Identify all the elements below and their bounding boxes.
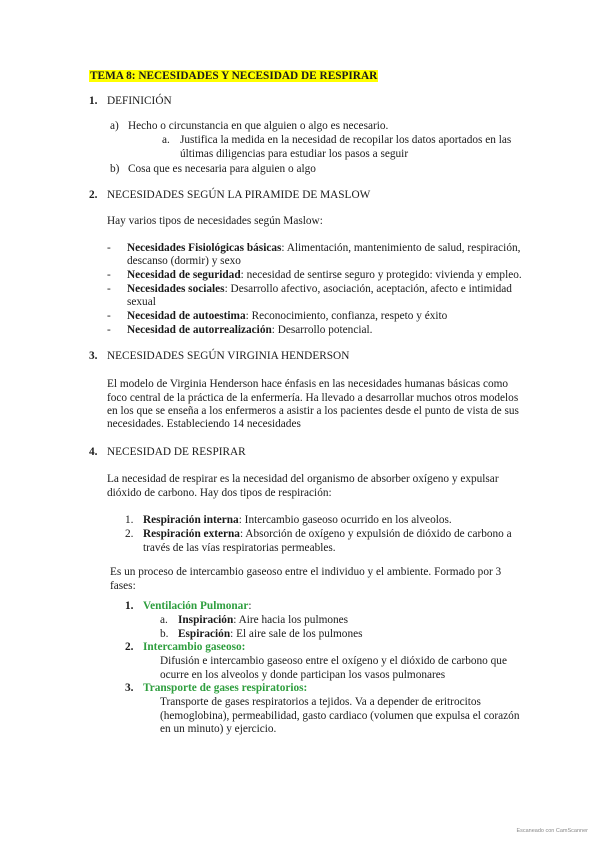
phase-1-heading: Ventilación Pulmonar: xyxy=(143,600,252,612)
list-dash: - xyxy=(107,269,111,281)
list-dash: - xyxy=(107,242,111,254)
henderson-line-1: El modelo de Virginia Henderson hace énfasis en las necesidades humanas básicas como xyxy=(107,378,509,390)
section-1-number: 1. xyxy=(89,95,98,107)
maslow-item: Necesidad de seguridad: necesidad de sentirse seguro y protegido: vivienda y empleo. xyxy=(127,269,522,281)
page-title xyxy=(89,70,378,83)
list-dash: - xyxy=(107,310,111,322)
resp-type-1: Respiración interna: Intercambio gaseoso ocurrido en los alveolos. xyxy=(143,514,452,526)
process-line-2: fases: xyxy=(110,580,136,592)
section-1-heading: DEFINICIÓN xyxy=(107,95,172,107)
phase-1b-marker: b. xyxy=(160,628,169,640)
scanner-watermark: Escaneado con CamScanner xyxy=(516,828,588,834)
resp-type-2-marker: 2. xyxy=(125,528,134,540)
section-4-heading: NECESIDAD DE RESPIRAR xyxy=(107,446,246,458)
phase-1b: Espiración: El aire sale de los pulmones xyxy=(178,628,363,640)
maslow-item: Necesidad de autoestima: Reconocimiento, confianza, respeto y éxito xyxy=(127,310,448,322)
henderson-line-2: foco central de la práctica de la enfermería. Ha llevado a desarrollar muchos otros modelos xyxy=(107,392,519,404)
phase-1a-marker: a. xyxy=(160,614,168,626)
def-a-marker: a) xyxy=(110,120,119,132)
list-dash: - xyxy=(107,324,111,336)
phase-2-line-1: Difusión e intercambio gaseoso entre el oxígeno y el dióxido de carbono que xyxy=(160,655,507,667)
henderson-line-4: necesidades. Estableciendo 14 necesidades xyxy=(107,418,301,430)
phase-1-marker: 1. xyxy=(125,600,134,612)
section-2-heading: NECESIDADES SEGÚN LA PIRAMIDE DE MASLOW xyxy=(107,189,371,201)
respirar-intro-line-2: dióxido de carbono. Hay dos tipos de respiración: xyxy=(107,487,332,499)
def-a-text: Hecho o circunstancia en que alguien o algo es necesario. xyxy=(128,120,389,132)
def-b-text: Cosa que es necesaria para alguien o algo xyxy=(128,163,316,175)
section-2-intro: Hay varios tipos de necesidades según Maslow: xyxy=(107,215,323,227)
list-dash: - xyxy=(107,283,111,295)
maslow-item-continuation: sexual xyxy=(127,296,156,308)
henderson-line-3: en los que se enseña a los enfermeros a asistir a los pacientes desde el punto de vista de sus xyxy=(107,405,519,417)
def-b-marker: b) xyxy=(110,163,120,175)
phase-3-marker: 3. xyxy=(125,682,134,694)
maslow-item: Necesidades Fisiológicas básicas: Alimentación, mantenimiento de salud, respiración, xyxy=(127,242,521,254)
maslow-item: Necesidad de autorrealización: Desarrollo potencial. xyxy=(127,324,373,336)
def-a1-marker: a. xyxy=(162,134,170,146)
resp-type-2-continuation: través de las vías respiratorias permeables. xyxy=(143,542,336,554)
section-3-heading: NECESIDADES SEGÚN VIRGINIA HENDERSON xyxy=(107,350,350,362)
phase-2-line-2: ocurre en los alveolos y donde participan los vasos pulmonares xyxy=(160,669,446,681)
phase-3-heading: Transporte de gases respiratorios: xyxy=(143,682,308,694)
process-line-1: Es un proceso de intercambio gaseoso entre el individuo y el ambiente. Formado por 3 xyxy=(110,566,502,578)
phase-3-line-1: Transporte de gases respiratorios a tejidos. Va a depender de eritrocitos xyxy=(160,696,481,708)
respirar-intro-line-1: La necesidad de respirar es la necesidad del organismo de absorber oxígeno y expulsar xyxy=(107,473,499,485)
phase-3-line-2: (hemoglobina), permeabilidad, gasto cardiaco (volumen que expulsa el corazón xyxy=(160,710,520,722)
maslow-item: Necesidades sociales: Desarrollo afectivo, asociación, aceptación, afecto e intimidad xyxy=(127,283,512,295)
phase-2-heading: Intercambio gaseoso: xyxy=(143,641,246,653)
resp-type-1-marker: 1. xyxy=(125,514,134,526)
phase-3-line-3: en un minuto) y ejercicio. xyxy=(160,723,277,735)
section-2-number: 2. xyxy=(89,189,98,201)
def-a1-line-1: Justifica la medida en la necesidad de recopilar los datos aportados en las xyxy=(180,134,512,146)
maslow-item-continuation: descanso (dormir) y sexo xyxy=(127,255,241,267)
resp-type-2: Respiración externa: Absorción de oxígeno y expulsión de dióxido de carbono a xyxy=(143,528,512,540)
phase-1a: Inspiración: Aire hacia los pulmones xyxy=(178,614,349,626)
title-text: TEMA 8: NECESIDADES Y NECESIDAD DE RESPIRAR xyxy=(90,70,378,82)
def-a1-line-2: últimas diligencias para estudiar los pasos a seguir xyxy=(180,148,409,160)
section-4-number: 4. xyxy=(89,446,98,458)
section-3-number: 3. xyxy=(89,350,98,362)
phase-2-marker: 2. xyxy=(125,641,134,653)
